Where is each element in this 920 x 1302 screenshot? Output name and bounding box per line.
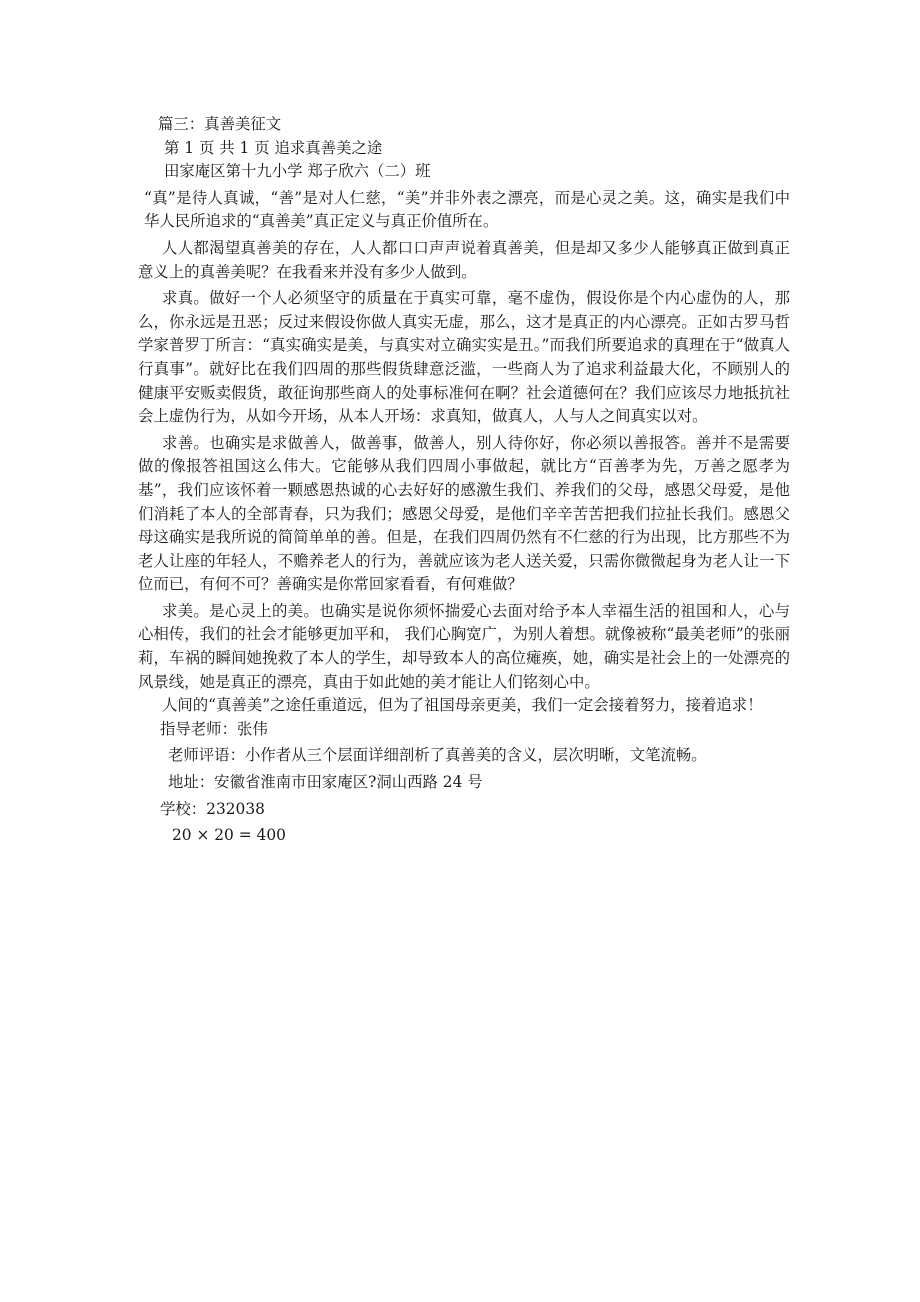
teacher-comment: 老师评语：小作者从三个层面详细剖析了真善美的含义，层次明晰，文笔流畅。 bbox=[168, 746, 707, 765]
paragraph-intro: “真”是待人真诚，“善”是对人仁慈，“美”并非外表之漂亮，而是心灵之美。这，确实是我们中华人民所追求的“真善美”真正定义与真正价值所在。 bbox=[144, 188, 790, 231]
author-line: 田家庵区第十九小学 郑子欣六（二）班 bbox=[164, 162, 431, 181]
paragraph-desire: 人人都渴望真善美的存在，人人都口口声声说着真善美，但是却又多少人能够真正做到真正意义上的真善美呢？在我看来并没有多少人做到。 bbox=[138, 238, 790, 281]
paragraph-goodness: 求善。也确实是求做善人，做善事，做善人，别人待你好，你必须以善报答。善并不是需要做的像报答祖国这么伟大。它能够从我们四周小事做起，就比方“百善孝为先，万善之愿孝为基”，我们应该怀着一颗感恩热诚的心去好好的感激生我们、养我们的父母，感恩父母爱，是他们消耗了本人的全部青春，只为我们；感恩父母爱，是他们辛辛苦苦把我们拉扯长我们。感恩父母这确实是我所说的简简单单的善。但是，在我们四周仍然有不仁慈的行为出现，比方那些不为老人让座的年轻人，不赡养老人的行为，善就应该为老人送关爱，只需你微微起身为老人让一下位而已，有何不可？善确实是你常回家看看，有何难做？ bbox=[138, 433, 790, 594]
paragraph-conclusion: 人间的“真善美”之途任重道远，但为了祖国母亲更美，我们一定会接着努力，接着追求！ bbox=[162, 696, 763, 715]
formula-line: 20 × 20 = 400 bbox=[172, 826, 286, 845]
page-info-line: 第 1 页 共 1 页 追求真善美之途 bbox=[164, 138, 383, 157]
document-body bbox=[138, 113, 790, 848]
paragraph-beauty: 求美。是心灵上的美。也确实是说你须怀揣爱心去面对给予本人幸福生活的祖国和人，心与心相传，我们的社会才能够更加平和， 我们心胸宽广，为别人着想。就像被称“最美老师”的张丽莉，车祸的瞬间她挽救了本人的学生，却导致本人的高位瘫痪，她，确实是社会上的一处漂亮的风景线，她是真正的漂亮，真由于如此她的美才能让人们铭刻心中。 bbox=[138, 601, 790, 691]
school-line: 学校：232038 bbox=[160, 799, 265, 818]
address-line: 地址：安徽省淮南市田家庵区?洞山西路 24 号 bbox=[168, 773, 483, 792]
paragraph-truth: 求真。做好一个人必须坚守的质量在于真实可靠，毫不虚伪，假设你是个内心虚伪的人，那么，你永远是丑恶；反过来假设你做人真实无虚，那么，这才是真正的内心漂亮。正如古罗马哲学家普罗丁所言：“真实确实是美，与真实对立确实实是丑。”而我们所要追求的真理在于“做真人 行真事”。就好比在我们四周的那些假货肆意泛滥，一些商人为了追求利益最大化，不顾别人的健康平安贩卖假货，敢征询那些商人的处事标准何在啊？社会道德何在？我们应该尽力地抵抗社会上虚伪行为，从如今开场，从本人开场：求真知，做真人，人与人之间真实以对。 bbox=[138, 289, 790, 426]
essay-heading: 篇三：真善美征文 bbox=[158, 115, 282, 133]
advisor-line: 指导老师：张伟 bbox=[160, 719, 268, 738]
